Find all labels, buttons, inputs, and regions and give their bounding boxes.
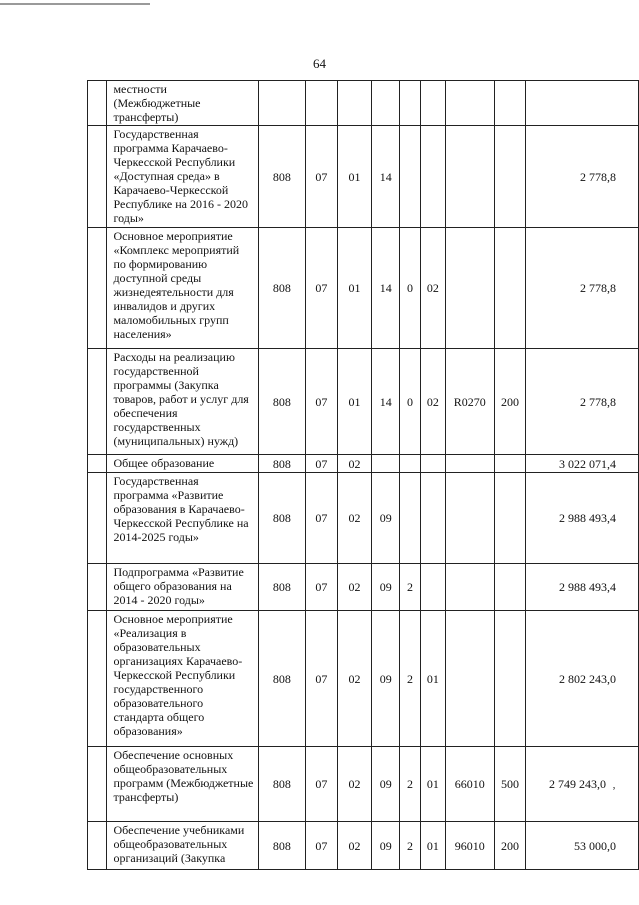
table-row — [88, 126, 639, 228]
subprogram-cell — [400, 473, 421, 564]
expense-type-cell: 200 — [494, 822, 526, 870]
event-cell — [420, 126, 445, 228]
ved-cell: 808 — [258, 126, 305, 228]
direction-cell — [445, 455, 494, 473]
expense-type-cell — [494, 455, 526, 473]
page-top-rule — [0, 3, 150, 5]
program-cell: 14 — [372, 228, 400, 349]
ved-cell: 808 — [258, 228, 305, 349]
subprogram-cell — [400, 81, 421, 126]
row-name-cell: Подпрограмма «Развитие общего образования на 2014 - 2020 годы» — [107, 564, 258, 611]
pen-mark: ‚ — [612, 777, 616, 791]
direction-cell: 96010 — [445, 822, 494, 870]
table-row — [88, 228, 639, 349]
section-cell: 07 — [306, 126, 338, 228]
program-cell: 09 — [372, 611, 400, 747]
expense-type-cell: 500 — [494, 747, 526, 822]
event-cell: 02 — [420, 228, 445, 349]
subprogram-cell — [400, 126, 421, 228]
ved-cell: 808 — [258, 564, 305, 611]
expense-type-cell — [494, 81, 526, 126]
ved-cell — [258, 81, 305, 126]
amount-cell: 2 988 493,4 — [526, 473, 639, 564]
program-cell: 14 — [372, 126, 400, 228]
section-cell: 07 — [306, 564, 338, 611]
subprogram-cell: 0 — [400, 228, 421, 349]
program-cell — [372, 81, 400, 126]
program-cell: 09 — [372, 473, 400, 564]
ved-cell: 808 — [258, 473, 305, 564]
section-cell: 07 — [306, 747, 338, 822]
subsection-cell: 02 — [337, 455, 372, 473]
subsection-cell: 01 — [337, 349, 372, 455]
page-number: 64 — [313, 56, 326, 71]
table-row — [88, 473, 639, 564]
row-margin-cell — [88, 126, 107, 228]
subsection-cell — [337, 81, 372, 126]
expense-type-cell — [494, 126, 526, 228]
budget-table — [87, 80, 639, 870]
program-cell — [372, 455, 400, 473]
section-cell: 07 — [306, 349, 338, 455]
table-row — [88, 747, 639, 822]
direction-cell — [445, 564, 494, 611]
section-cell: 07 — [306, 228, 338, 349]
subprogram-cell: 2 — [400, 822, 421, 870]
subprogram-cell: 2 — [400, 747, 421, 822]
expense-type-cell — [494, 228, 526, 349]
event-cell: 01 — [420, 611, 445, 747]
table-row — [88, 81, 639, 126]
direction-cell — [445, 473, 494, 564]
event-cell — [420, 81, 445, 126]
row-margin-cell — [88, 473, 107, 564]
budget-table-body — [88, 81, 639, 870]
subsection-cell: 02 — [337, 747, 372, 822]
subsection-cell: 02 — [337, 564, 372, 611]
table-row — [88, 349, 639, 455]
subprogram-cell: 2 — [400, 611, 421, 747]
program-cell: 09 — [372, 564, 400, 611]
event-cell — [420, 473, 445, 564]
table-row — [88, 611, 639, 747]
amount-cell: 2 778,8 — [526, 228, 639, 349]
amount-value: 2 749 243,0 — [549, 777, 606, 791]
table-row — [88, 455, 639, 473]
expense-type-cell: 200 — [494, 349, 526, 455]
row-name-cell: Расходы на реализацию государственной программы (Закупка товаров, работ и услуг для обеспечения государственных (муниципальных) нужд) — [107, 349, 258, 455]
subsection-cell: 02 — [337, 473, 372, 564]
row-margin-cell — [88, 349, 107, 455]
row-margin-cell — [88, 228, 107, 349]
section-cell: 07 — [306, 822, 338, 870]
direction-cell — [445, 81, 494, 126]
amount-cell: 2 988 493,4 — [526, 564, 639, 611]
row-name-cell: Основное мероприятие «Реализация в образовательных организациях Карачаево-Черкесской Республики государственного образовательного стандарта общего образования» — [107, 611, 258, 747]
direction-cell — [445, 228, 494, 349]
table-row — [88, 822, 639, 870]
program-cell: 09 — [372, 822, 400, 870]
row-name-cell: Обеспечение основных общеобразовательных программ (Межбюджетные трансферты) — [107, 747, 258, 822]
expense-type-cell — [494, 564, 526, 611]
amount-cell: 2 802 243,0 — [526, 611, 639, 747]
ved-cell: 808 — [258, 611, 305, 747]
subsection-cell: 02 — [337, 822, 372, 870]
section-cell: 07 — [306, 473, 338, 564]
event-cell: 01 — [420, 747, 445, 822]
row-margin-cell — [88, 611, 107, 747]
expense-type-cell — [494, 473, 526, 564]
event-cell — [420, 564, 445, 611]
row-name-cell: Основное мероприятие «Комплекс мероприятий по формированию доступной среды жизнедеятельности для инвалидов и других маломобильных групп населения» — [107, 228, 258, 349]
amount-cell — [526, 747, 639, 822]
amount-cell: 53 000,0 — [526, 822, 639, 870]
row-margin-cell — [88, 81, 107, 126]
row-name-cell: Государственная программа «Развитие образования в Карачаево-Черкесской Республике на 2014-2025 годы» — [107, 473, 258, 564]
ved-cell: 808 — [258, 349, 305, 455]
row-margin-cell — [88, 564, 107, 611]
expense-type-cell — [494, 611, 526, 747]
row-name-cell: местности (Межбюджетные трансферты) — [107, 81, 258, 126]
row-name-cell: Государственная программа Карачаево-Черкесской Республики «Доступная среда» в Карачаево-Черкесской Республике на 2016 - 2020 годы» — [107, 126, 258, 228]
subsection-cell: 01 — [337, 126, 372, 228]
ved-cell: 808 — [258, 822, 305, 870]
event-cell: 01 — [420, 822, 445, 870]
direction-cell — [445, 126, 494, 228]
program-cell: 09 — [372, 747, 400, 822]
amount-cell: 2 778,8 — [526, 126, 639, 228]
subsection-cell: 01 — [337, 228, 372, 349]
row-name-cell: Обеспечение учебниками общеобразовательных организаций (Закупка — [107, 822, 258, 870]
row-name-cell: Общее образование — [107, 455, 258, 473]
amount-cell: 2 778,8 — [526, 349, 639, 455]
amount-cell — [526, 81, 639, 126]
direction-cell: 66010 — [445, 747, 494, 822]
subprogram-cell: 2 — [400, 564, 421, 611]
table-row — [88, 564, 639, 611]
amount-cell: 3 022 071,4 — [526, 455, 639, 473]
direction-cell: R0270 — [445, 349, 494, 455]
ved-cell: 808 — [258, 747, 305, 822]
section-cell — [306, 81, 338, 126]
row-margin-cell — [88, 747, 107, 822]
subprogram-cell: 0 — [400, 349, 421, 455]
direction-cell — [445, 611, 494, 747]
subsection-cell: 02 — [337, 611, 372, 747]
event-cell — [420, 455, 445, 473]
program-cell: 14 — [372, 349, 400, 455]
section-cell: 07 — [306, 455, 338, 473]
event-cell: 02 — [420, 349, 445, 455]
row-margin-cell — [88, 455, 107, 473]
section-cell: 07 — [306, 611, 338, 747]
subprogram-cell — [400, 455, 421, 473]
ved-cell: 808 — [258, 455, 305, 473]
row-margin-cell — [88, 822, 107, 870]
